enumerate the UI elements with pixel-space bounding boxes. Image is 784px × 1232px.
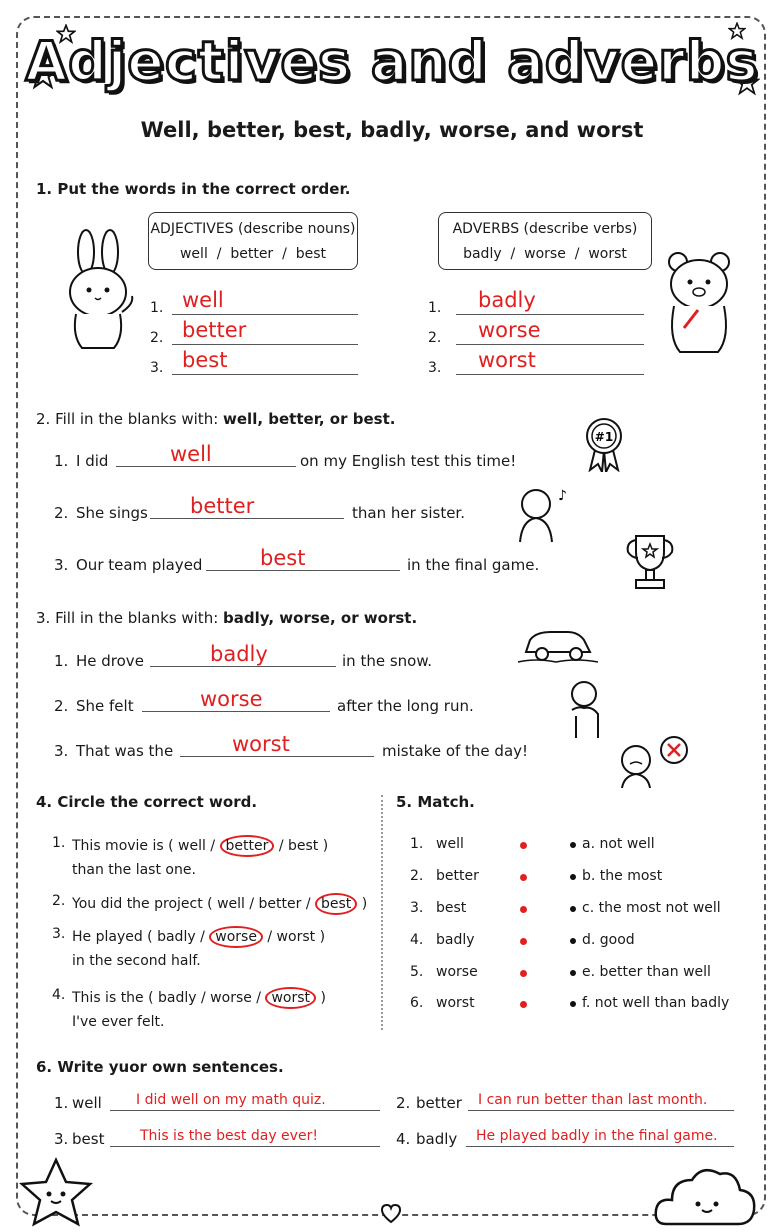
match-dot (520, 970, 527, 977)
section6-item-sentence: He played badly in the final game. (476, 1128, 718, 1144)
adjective-answer: well (182, 288, 224, 312)
section2-item-number: 3. (54, 556, 69, 574)
page-title: Adjectives and adverbs (25, 30, 759, 93)
section6-item-sentence: I can run better than last month. (478, 1092, 708, 1108)
section4-item-continuation: I've ever felt. (72, 1014, 165, 1030)
section3-heading (36, 609, 417, 627)
section3-item-number: 1. (54, 652, 69, 670)
section2-item-text-before: Our team played (76, 556, 203, 574)
section3-item-answer: worst (232, 732, 290, 756)
match-left-number: 2. (410, 868, 424, 884)
adverb-number: 1. (428, 300, 442, 316)
adjective-number: 1. (150, 300, 164, 316)
award-badge-text: #1 (594, 430, 614, 444)
section6-item-number: 3. (54, 1130, 69, 1148)
match-bullet (570, 874, 576, 880)
section5-heading: 5. Match. (396, 793, 475, 811)
section3-item-text-after: in the snow. (342, 652, 432, 670)
section4-item-line (72, 835, 328, 857)
match-left-word: worst (436, 995, 475, 1011)
trophy-icon (624, 530, 676, 592)
section3-item-text-before: She felt (76, 697, 134, 715)
adjective-answer: best (182, 348, 228, 372)
adverb-answer: worse (478, 318, 541, 342)
match-left-number: 5. (410, 964, 424, 980)
match-right-definition: a. not well (582, 836, 655, 852)
section3-item-answer: badly (210, 642, 268, 666)
section1-heading: 1. Put the words in the correct order. (36, 180, 351, 198)
section6-item-blank (466, 1146, 734, 1147)
section4-item-post: ) (361, 896, 368, 912)
section6-item-word: badly (416, 1130, 458, 1148)
bunny-illustration (62, 226, 138, 354)
section3-item-blank (150, 666, 336, 667)
sad-boy-illustration (618, 734, 694, 788)
section3-item-answer: worse (200, 687, 263, 711)
section2-item-text-after: on my English test this time! (300, 452, 517, 470)
section2-item-answer: best (260, 546, 306, 570)
match-right-definition: f. not well than badly (582, 995, 730, 1011)
section6-item-number: 2. (396, 1094, 411, 1112)
adjectives-box-title: ADJECTIVES (describe nouns) (150, 221, 356, 237)
match-bullet (570, 938, 576, 944)
section4-item-post: ) (320, 990, 326, 1006)
section6-item-blank (110, 1110, 380, 1111)
section4-item-number: 2. (52, 893, 66, 909)
adverbs-box-words: badly / worse / worst (463, 246, 627, 262)
adjective-blank (172, 344, 358, 345)
adverb-blank (456, 374, 644, 375)
adjectives-box (148, 212, 358, 270)
section3-item-blank (180, 756, 374, 757)
section4-item-post: / worst ) (267, 929, 326, 945)
section4-item-continuation: in the second half. (72, 953, 201, 969)
adverb-blank (456, 314, 644, 315)
adjective-number: 2. (150, 330, 164, 346)
section2-item-blank (206, 570, 400, 571)
section2-item-number: 1. (54, 452, 69, 470)
section2-item-number: 2. (54, 504, 69, 522)
match-left-word: well (436, 836, 464, 852)
match-left-word: worse (436, 964, 478, 980)
match-dot (520, 874, 527, 881)
match-left-word: badly (436, 932, 475, 948)
adjective-number: 3. (150, 360, 164, 376)
match-bullet (570, 842, 576, 848)
heart-icon (380, 1204, 402, 1224)
section2-item-answer: better (190, 494, 255, 518)
section6-item-sentence: This is the best day ever! (140, 1128, 318, 1144)
section2-item-text-before: She sings (76, 504, 148, 522)
match-dot (520, 906, 527, 913)
section4-circled-answer: best (315, 893, 357, 915)
section3-heading-words: badly, worse, or worst. (223, 609, 418, 627)
match-left-number: 1. (410, 836, 424, 852)
section4-item-line (72, 987, 326, 1009)
match-left-word: best (436, 900, 467, 916)
bear-illustration (664, 248, 734, 356)
section2-item-text-before: I did (76, 452, 109, 470)
smiling-star-illustration (16, 1156, 96, 1228)
section6-item-number: 4. (396, 1130, 411, 1148)
section4-item-post: / best ) (278, 838, 329, 854)
section4-circled-answer: worse (209, 926, 263, 948)
match-left-number: 6. (410, 995, 424, 1011)
section2-heading (36, 410, 395, 428)
smiling-cloud-illustration (652, 1160, 758, 1228)
match-bullet (570, 906, 576, 912)
section3-heading-prefix: 3. Fill in the blanks with: (36, 609, 224, 627)
award-ribbon-icon (584, 416, 624, 472)
section4-item-number: 4. (52, 987, 66, 1003)
match-dot (520, 1001, 527, 1008)
match-right-definition: d. good (582, 932, 635, 948)
section3-item-text-before: He drove (76, 652, 144, 670)
section3-item-text-after: after the long run. (337, 697, 474, 715)
match-right-definition: b. the most (582, 868, 663, 884)
section2-heading-prefix: 2. Fill in the blanks with: (36, 410, 224, 428)
section4-item-number: 1. (52, 835, 66, 851)
section4-item-pre: This is the ( badly / worse / (72, 990, 262, 1006)
adjective-blank (172, 314, 358, 315)
match-left-number: 4. (410, 932, 424, 948)
section4-item-pre: You did the project ( well / better / (72, 896, 311, 912)
svg-text:♪: ♪ (558, 488, 567, 504)
adverbs-box (438, 212, 652, 270)
section6-item-sentence: I did well on my math quiz. (136, 1092, 326, 1108)
section6-item-number: 1. (54, 1094, 69, 1112)
section3-item-blank (142, 711, 330, 712)
section2-item-text-after: than her sister. (352, 504, 465, 522)
adverbs-box-title: ADVERBS (describe verbs) (452, 221, 638, 237)
section4-item-continuation: than the last one. (72, 862, 196, 878)
adjective-answer: better (182, 318, 247, 342)
section3-item-text-after: mistake of the day! (382, 742, 529, 760)
match-bullet (570, 970, 576, 976)
section4-circled-answer: worst (265, 987, 316, 1009)
section4-item-pre: This movie is ( well / (72, 838, 216, 854)
section4-circled-answer: better (220, 835, 275, 857)
section4-item-line (72, 926, 325, 948)
match-left-number: 3. (410, 900, 424, 916)
match-dot (520, 842, 527, 849)
page-subtitle: Well, better, best, badly, worse, and worst (140, 118, 644, 142)
match-right-definition: e. better than well (582, 964, 711, 980)
match-right-definition: c. the most not well (582, 900, 721, 916)
section6-heading: 6. Write yuor own sentences. (36, 1058, 284, 1076)
section2-heading-words: well, better, or best. (223, 410, 396, 428)
section2-item-text-after: in the final game. (407, 556, 540, 574)
section3-item-number: 2. (54, 697, 69, 715)
section2-item-answer: well (170, 442, 212, 466)
adjectives-box-words: well / better / best (179, 246, 326, 262)
adjective-blank (172, 374, 358, 375)
section2-item-blank (116, 466, 296, 467)
section3-item-text-before: That was the (76, 742, 174, 760)
adverb-number: 3. (428, 360, 442, 376)
section4-heading: 4. Circle the correct word. (36, 793, 258, 811)
match-bullet (570, 1001, 576, 1007)
section3-item-number: 3. (54, 742, 69, 760)
adverb-answer: worst (478, 348, 536, 372)
section4-item-line (72, 893, 367, 915)
adverb-answer: badly (478, 288, 536, 312)
car-illustration (516, 624, 600, 664)
section4-item-number: 3. (52, 926, 66, 942)
section6-item-word: best (72, 1130, 105, 1148)
tired-girl-illustration (562, 676, 612, 740)
column-divider (381, 795, 383, 1030)
section6-item-blank (110, 1146, 380, 1147)
section6-item-word: better (416, 1094, 462, 1112)
section6-item-word: well (72, 1094, 102, 1112)
section2-item-blank (150, 518, 344, 519)
match-left-word: better (436, 868, 479, 884)
adverb-blank (456, 344, 644, 345)
singing-girl-illustration (512, 484, 570, 544)
section6-item-blank (468, 1110, 734, 1111)
section4-item-pre: He played ( badly / (72, 929, 205, 945)
match-dot (520, 938, 527, 945)
adverb-number: 2. (428, 330, 442, 346)
